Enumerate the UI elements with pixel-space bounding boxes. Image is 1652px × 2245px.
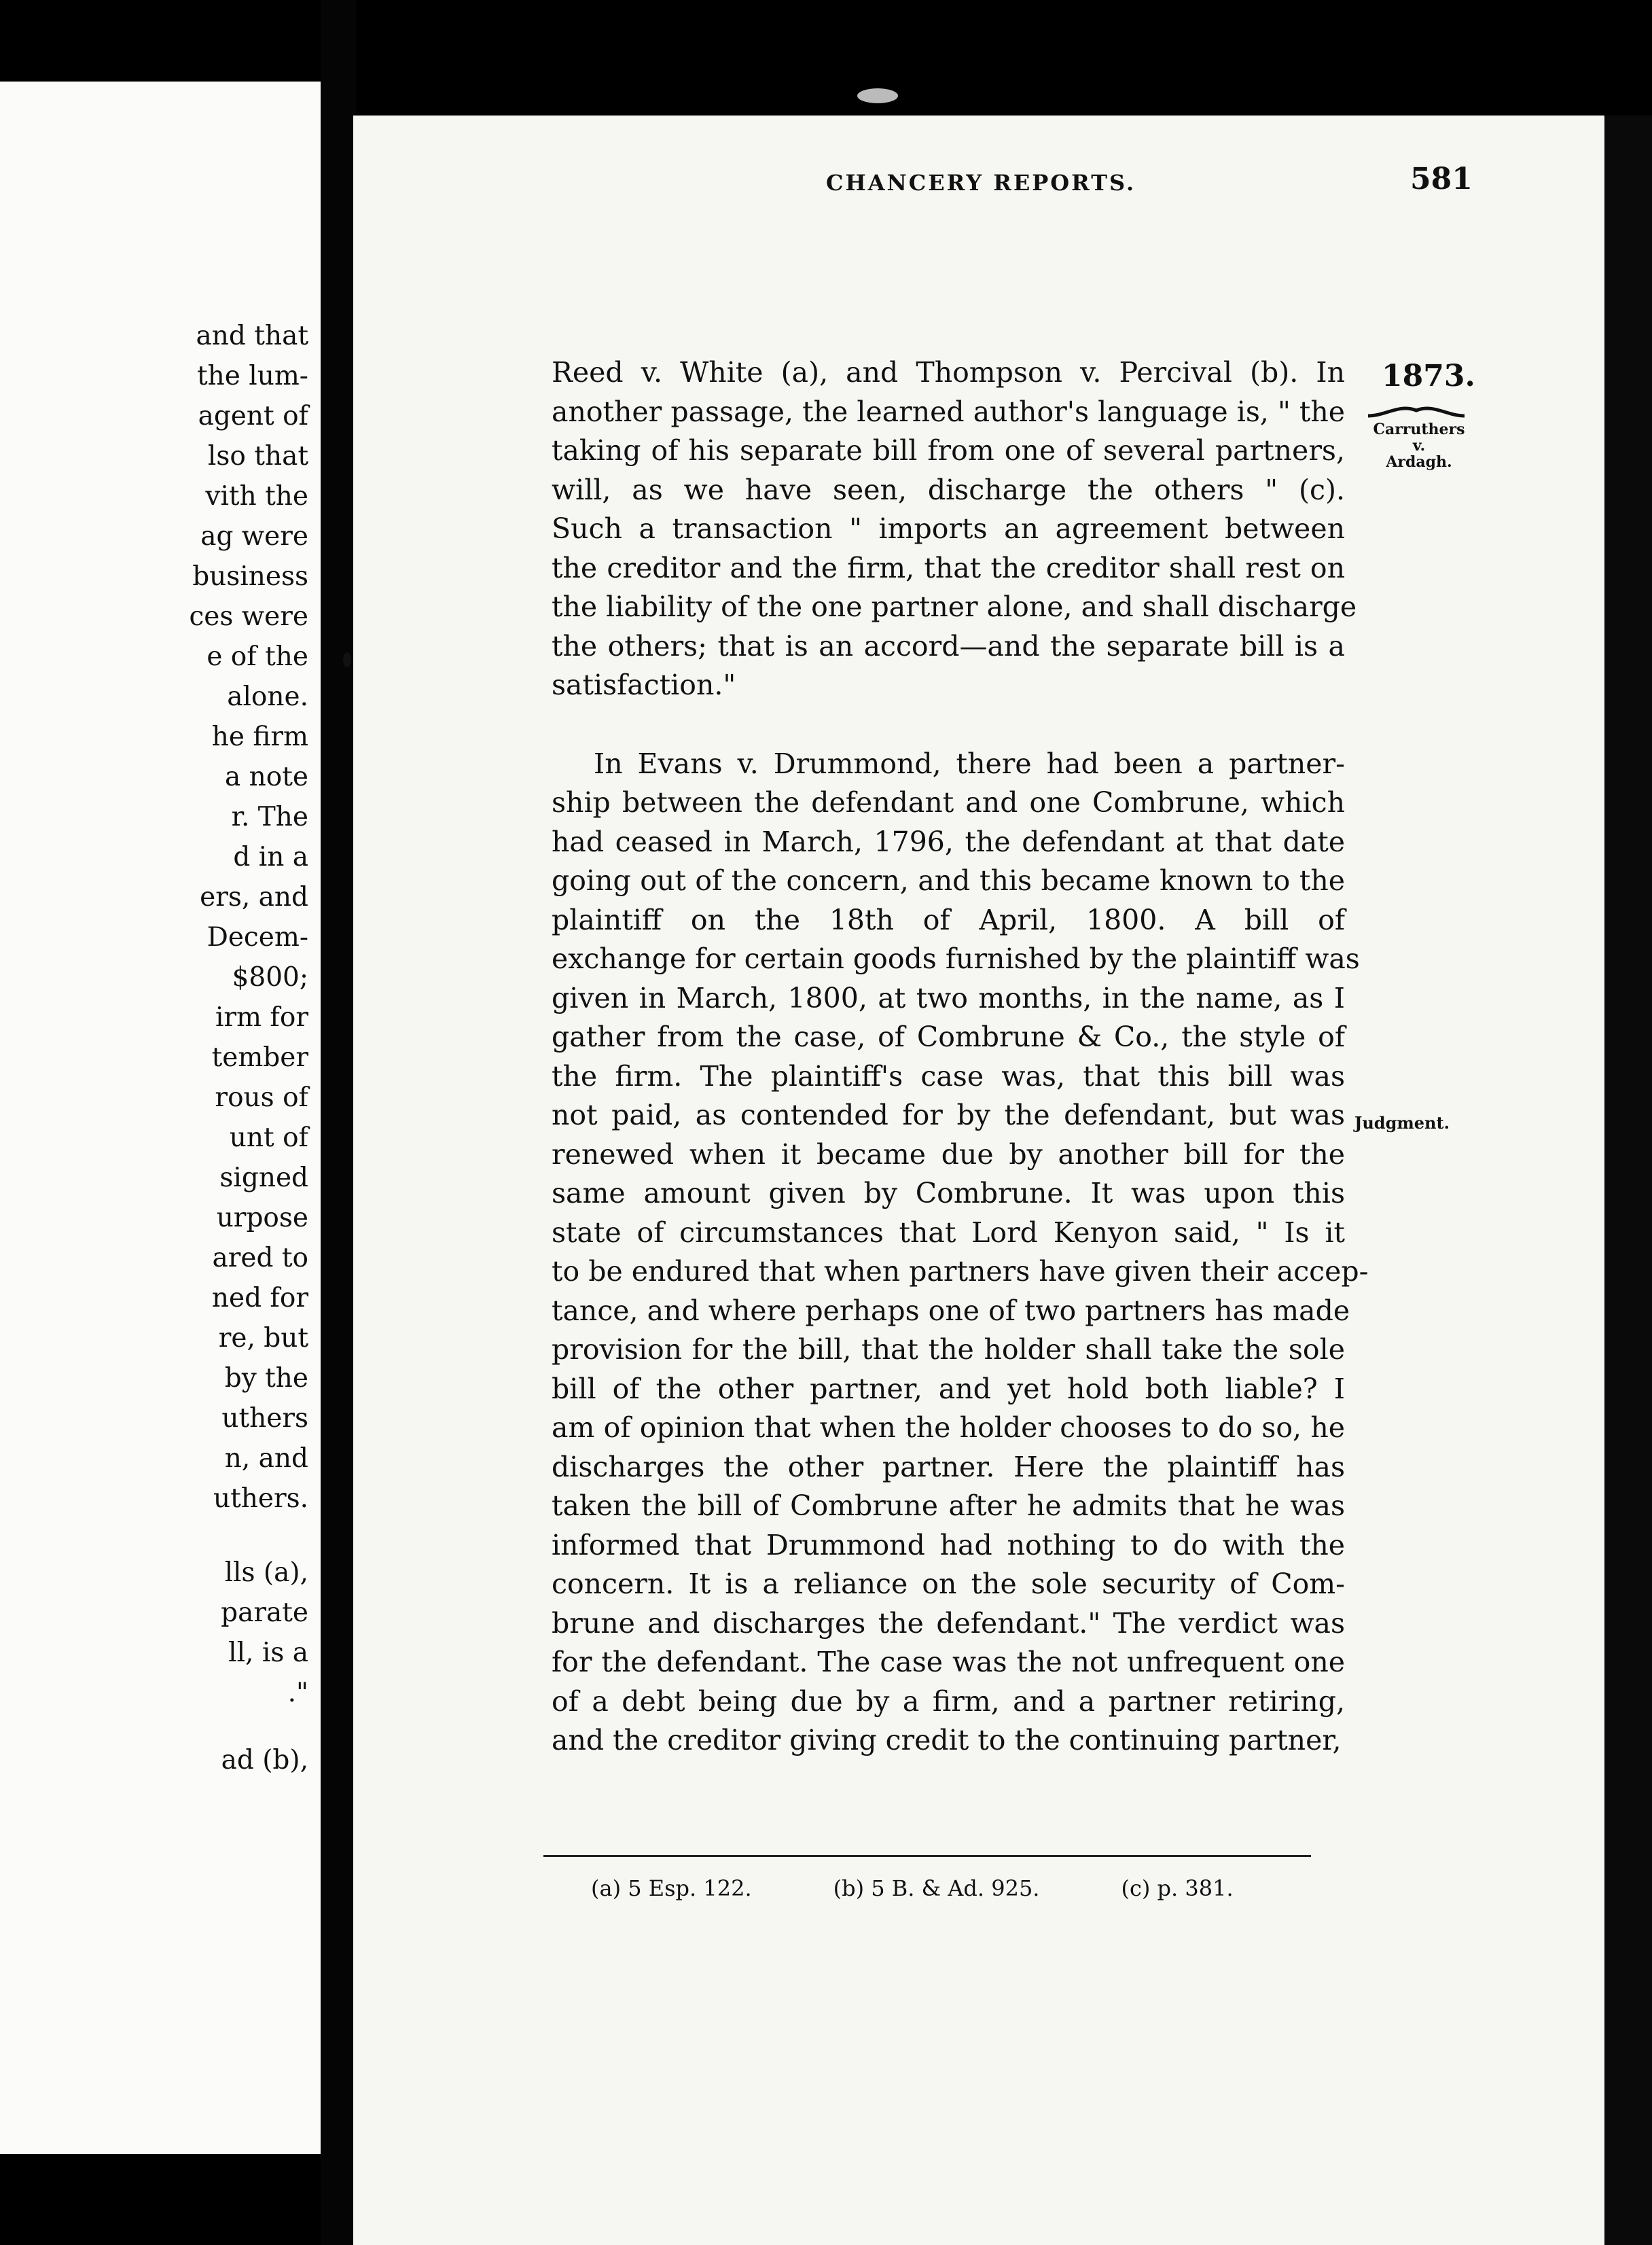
left-fragment: d in a [233,842,308,872]
brace-icon [1365,401,1467,421]
footnotes [591,1875,1270,1901]
text-line: exchange for certain goods furnished by the plaintiff was [552,942,1360,975]
text-line: In Evans v. Drummond, there had been a partner- [594,747,1345,780]
left-fragment: by the [224,1363,308,1394]
left-fragment: $800; [232,962,308,993]
footnote-a: (a) 5 Esp. 122. [591,1875,752,1901]
left-page [0,82,321,2154]
left-fragment: r. The [231,802,308,832]
left-fragment: Decem- [206,922,308,953]
left-fragment: unt of [229,1122,308,1153]
margin-judgment: Judgment. [1354,1113,1450,1133]
left-fragment: lso that [207,441,308,472]
text-line: bill of the other partner, and yet hold both liable? I [552,1372,1345,1405]
footnote-c: (c) p. 381. [1121,1875,1234,1901]
left-fragment: the lum- [196,361,308,391]
left-fragment: ." [287,1678,308,1708]
text-line: provision for the bill, that the holder shall take the sole [552,1333,1345,1366]
text-line: not paid, as contended for by the defendant, but was [552,1099,1345,1131]
footnote-rule [543,1855,1311,1857]
left-fragment: uthers [221,1403,308,1434]
left-fragment: ag were [200,521,308,552]
text-line: satisfaction." [552,669,736,701]
left-fragment: business [192,561,308,592]
text-line: the liability of the one partner alone, and shall discharge [552,590,1357,623]
text-line: brune and discharges the defendant." The verdict was [552,1606,1345,1640]
paragraph-2 [552,745,1369,1761]
text-line: going out of the concern, and this became known to the [552,864,1345,897]
page-edge-shadow [1604,116,1652,2245]
text-line: same amount given by Combrune. It was upon this [552,1177,1345,1209]
text-line: renewed when it became due by another bill for the [552,1137,1345,1171]
left-fragment: ll, is a [228,1638,308,1668]
text-line: for the defendant. The case was the not unfrequent one [552,1646,1345,1678]
left-fragment: irm for [215,1002,308,1033]
page-number: 581 [1410,162,1473,196]
text-line: tance, and where perhaps one of two partners has made [552,1294,1350,1327]
left-fragment: parate [221,1597,308,1628]
footnote-b: (b) 5 B. & Ad. 925. [833,1875,1040,1901]
text-line: another passage, the learned author's language is, " the [552,395,1345,428]
left-fragment: ers, and [200,882,308,913]
text-line: am of opinion that when the holder chooses to do so, he [552,1411,1345,1444]
book-gutter [321,0,356,2245]
left-fragment: alone. [227,682,308,712]
text-line: and the creditor giving credit to the continuing partner, [552,1724,1342,1756]
margin-year: 1873. [1382,359,1475,393]
text-line: informed that Drummond had nothing to do with the [552,1528,1345,1561]
left-fragment: vith the [205,481,308,512]
text-line: the firm. The plaintiff's case was, that this bill was [552,1059,1345,1093]
text-line: plaintiff on the 18th of April, 1800. A bill of [552,903,1345,936]
left-fragment: rous of [215,1082,308,1113]
margin-case-line1: Carruthers [1373,421,1465,438]
left-fragment: re, but [218,1323,308,1354]
body-text [552,353,1369,1761]
text-line: Such a transaction " imports an agreement between [552,512,1345,545]
left-fragment: signed [219,1163,308,1193]
text-line: to be endured that when partners have given their accep- [552,1255,1369,1288]
left-fragment: he firm [211,722,308,752]
text-line: state of circumstances that Lord Kenyon said, " Is it [552,1216,1345,1249]
left-fragment: and that [196,321,308,351]
left-fragment: uthers. [213,1483,308,1514]
left-fragment: tember [211,1042,308,1073]
text-line: the others; that is an accord—and the separate bill is a [552,629,1345,662]
margin-case-name [1361,421,1477,470]
text-line: concern. It is a reliance on the sole security of Com- [552,1568,1345,1600]
text-line: given in March, 1800, at two months, in the name, as I [552,981,1345,1014]
left-fragment: urpose [216,1203,308,1233]
paragraph-1 [552,353,1357,705]
text-line: gather from the case, of Combrune & Co., the style of [552,1021,1345,1053]
text-line: had ceased in March, 1796, the defendant at that date [552,825,1345,858]
left-fragment: ces were [189,601,308,632]
left-fragment: a note [225,762,308,792]
text-line: discharges the other partner. Here the plaintiff has [552,1450,1345,1483]
running-head: CHANCERY REPORTS. [826,170,1136,196]
margin-case-line2: v. [1412,437,1426,455]
text-line: of a debt being due by a firm, and a partner retiring, [552,1684,1345,1718]
left-fragment: n, and [224,1443,308,1474]
left-fragment: lls (a), [224,1557,308,1588]
left-fragment: ared to [212,1243,308,1273]
binding-mark [343,652,351,667]
text-line: taken the bill of Combrune after he admits that he was [552,1489,1345,1522]
margin-case-line3: Ardagh. [1386,453,1452,471]
text-line: will, as we have seen, discharge the others " (c). [552,473,1345,506]
paper-tear [857,88,898,103]
text-line: Reed v. White (a), and Thompson v. Percival (b). In [552,356,1345,389]
text-line: taking of his separate bill from one of several partners, [552,434,1345,467]
left-fragment: e of the [206,641,308,672]
left-fragment: ned for [211,1283,308,1313]
text-line: the creditor and the firm, that the creditor shall rest on [552,551,1345,584]
left-fragment: agent of [198,401,308,431]
text-line: ship between the defendant and one Combrune, which [552,786,1345,819]
left-fragment: ad (b), [221,1745,308,1775]
